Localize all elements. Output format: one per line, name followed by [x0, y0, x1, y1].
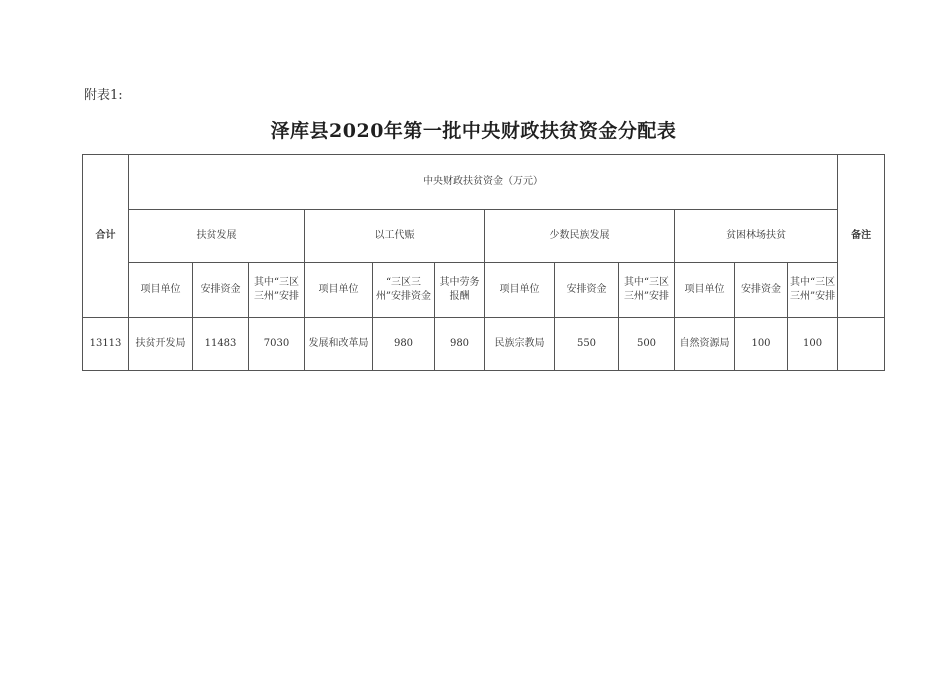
table-row — [83, 318, 885, 371]
group-header-forest-farm: 贫困林场扶贫 — [675, 210, 838, 263]
sub-header-funds: 安排资金 — [735, 263, 788, 318]
fund-header: 中央财政扶贫资金（万元） — [129, 155, 838, 210]
cell-three-areas: 7030 — [249, 318, 305, 371]
total-header: 合计 — [83, 155, 129, 318]
cell-labor-pay: 980 — [435, 318, 485, 371]
sub-header-three-areas: 其中“三区三州”安排 — [788, 263, 838, 318]
table-header-row-3 — [83, 263, 885, 318]
document-title: 泽库县2020年第一批中央财政扶贫资金分配表 — [270, 120, 677, 142]
sub-header-unit: 项目单位 — [129, 263, 193, 318]
cell-unit: 扶贫开发局 — [129, 318, 193, 371]
cell-three-areas: 100 — [788, 318, 838, 371]
sub-header-unit: 项目单位 — [675, 263, 735, 318]
attachment-label: 附表1: — [84, 88, 123, 103]
fund-allocation-table — [82, 154, 885, 371]
sub-header-unit: 项目单位 — [305, 263, 373, 318]
group-header-poverty-development: 扶贫发展 — [129, 210, 305, 263]
cell-funds: 11483 — [193, 318, 249, 371]
table-header-row-2 — [83, 210, 885, 263]
cell-funds: 980 — [373, 318, 435, 371]
group-header-work-relief: 以工代赈 — [305, 210, 485, 263]
group-header-ethnic-development: 少数民族发展 — [485, 210, 675, 263]
total-value: 13113 — [83, 318, 129, 371]
remarks-header: 备注 — [838, 155, 885, 318]
cell-funds: 550 — [555, 318, 619, 371]
cell-unit: 民族宗教局 — [485, 318, 555, 371]
remarks-value — [838, 318, 885, 371]
sub-header-funds: 安排资金 — [555, 263, 619, 318]
sub-header-three-areas: 其中“三区三州”安排 — [249, 263, 305, 318]
table-header-row-1 — [83, 155, 885, 210]
sub-header-funds: “三区三州”安排资金 — [373, 263, 435, 318]
cell-three-areas: 500 — [619, 318, 675, 371]
cell-unit: 自然资源局 — [675, 318, 735, 371]
sub-header-labor-pay: 其中劳务报酬 — [435, 263, 485, 318]
sub-header-unit: 项目单位 — [485, 263, 555, 318]
cell-unit: 发展和改革局 — [305, 318, 373, 371]
cell-funds: 100 — [735, 318, 788, 371]
sub-header-three-areas: 其中“三区三州”安排 — [619, 263, 675, 318]
sub-header-funds: 安排资金 — [193, 263, 249, 318]
